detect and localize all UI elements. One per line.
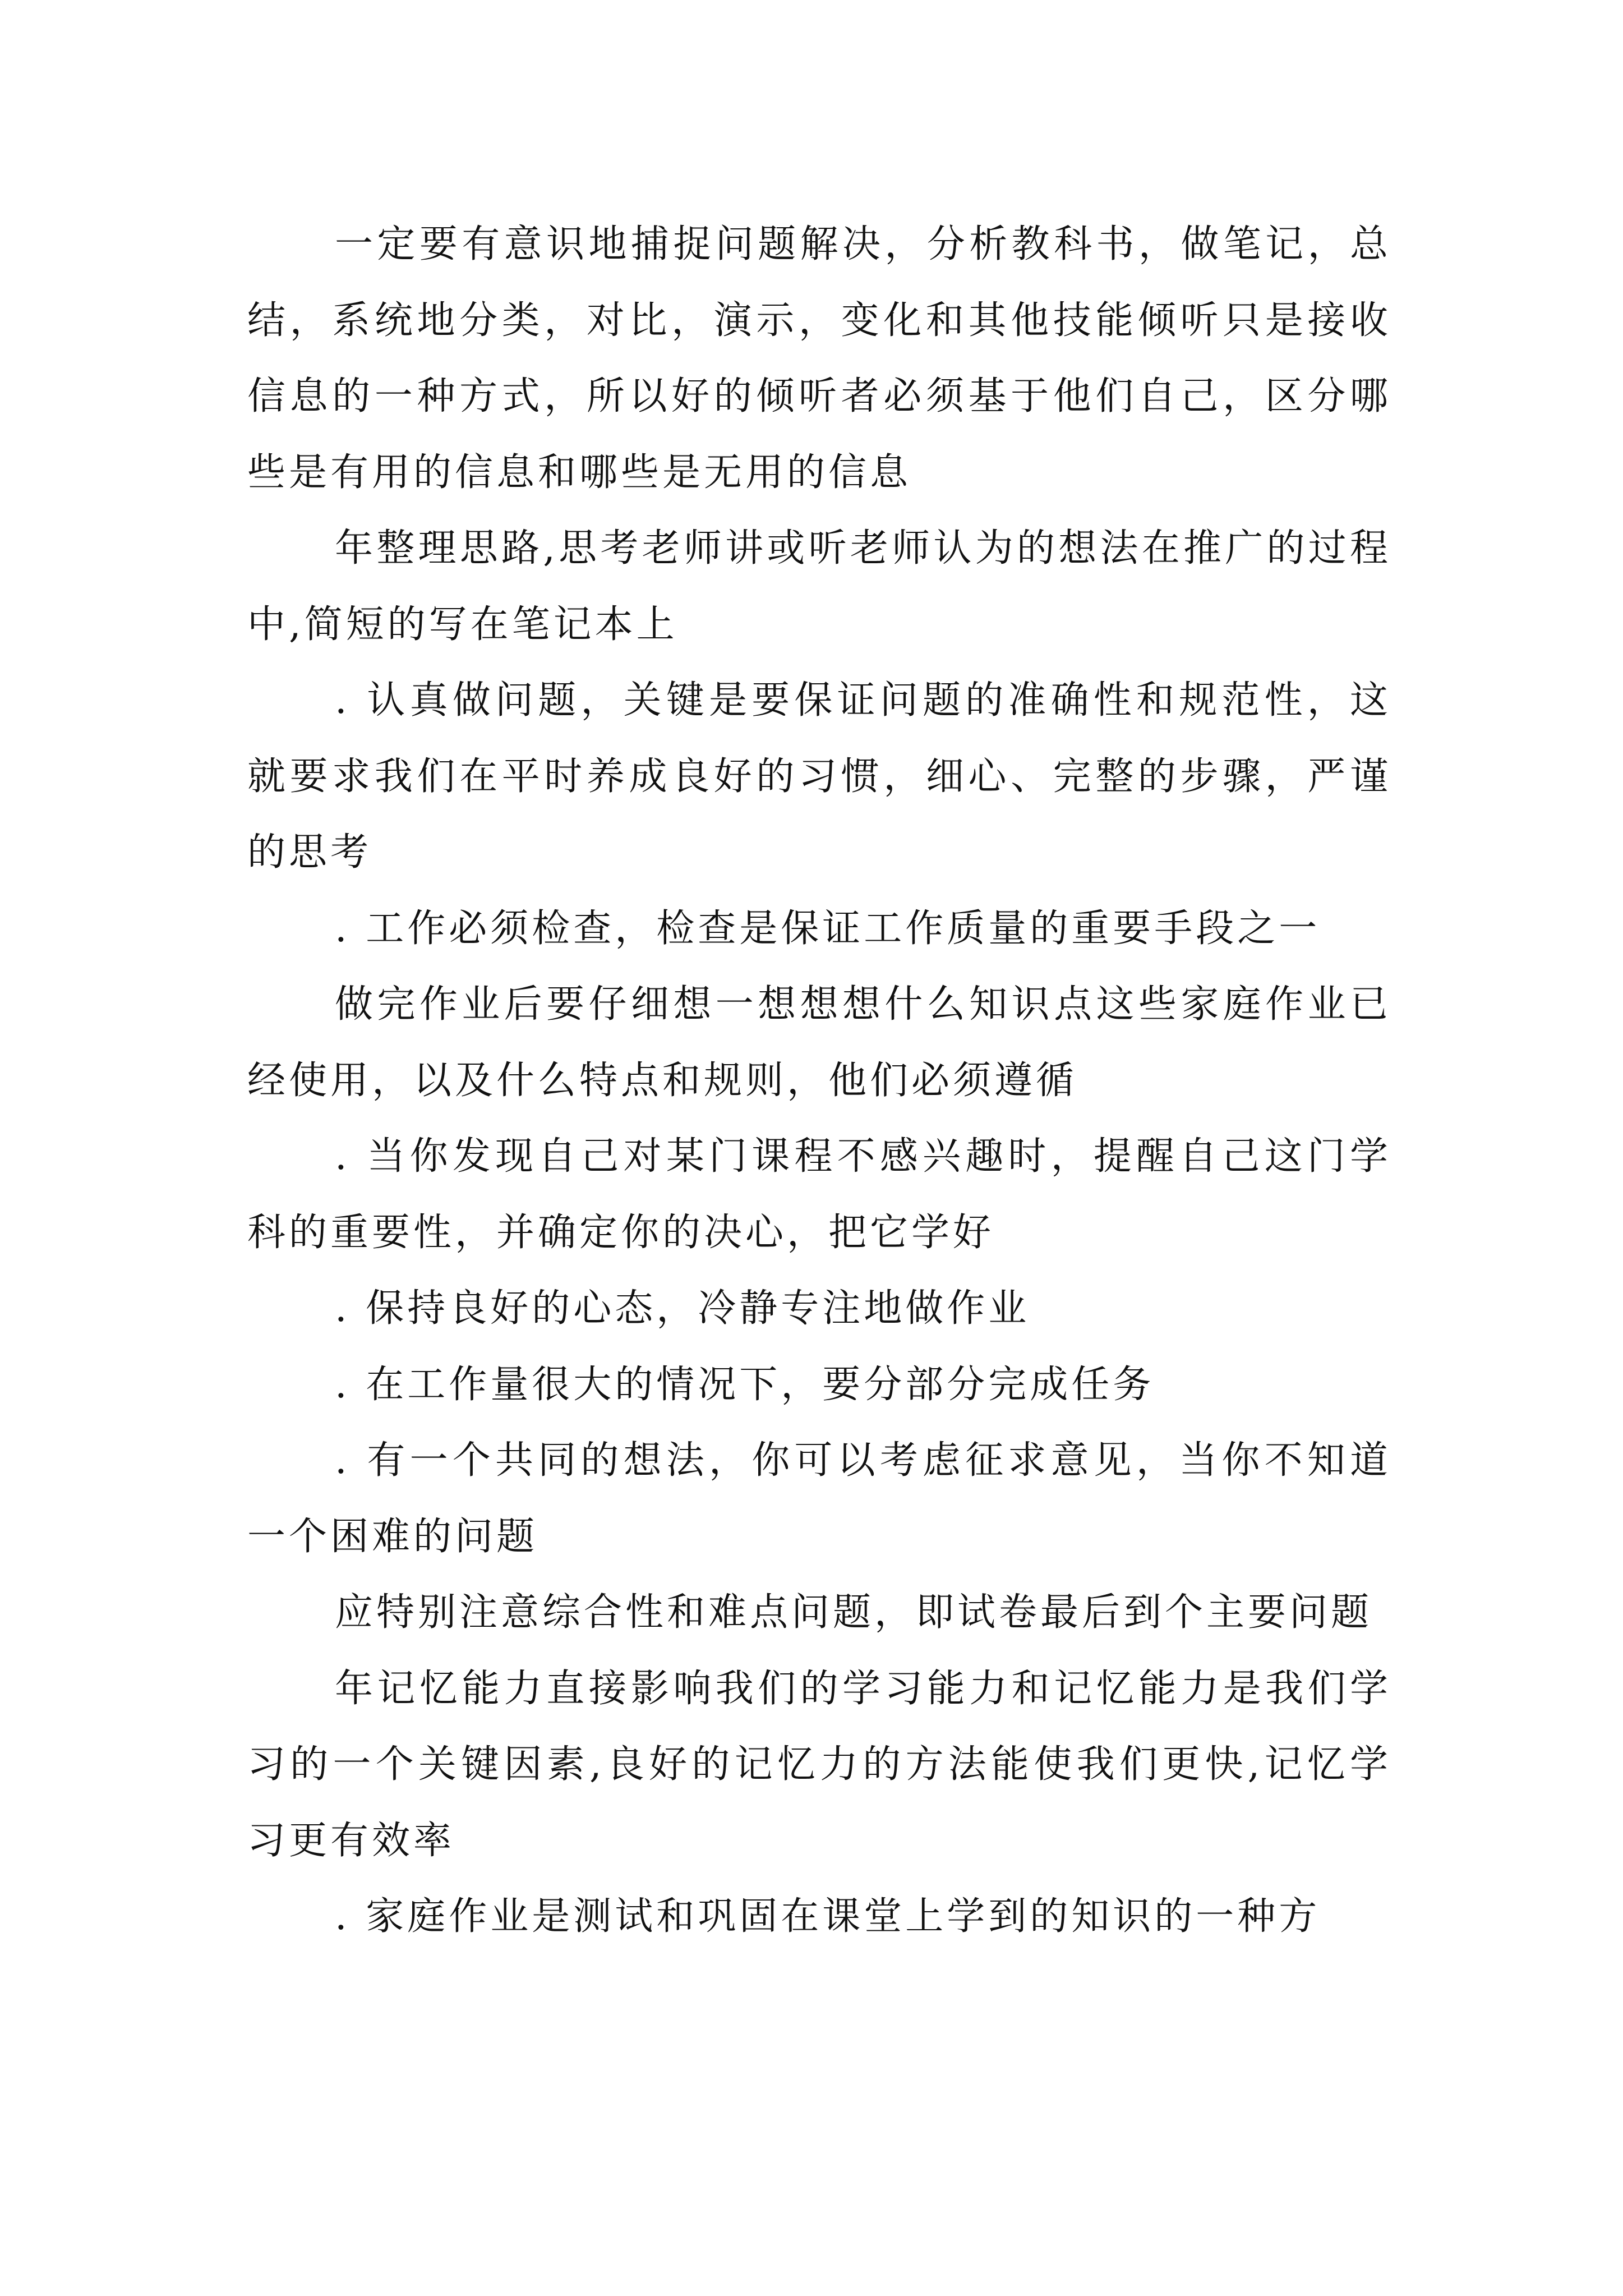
paragraph-5: 做完作业后要仔细想一想想想什么知识点这些家庭作业已经使用，以及什么特点和规则，他们必须遵循 xyxy=(247,982,1391,1103)
paragraph-8: . 在工作量很大的情况下，要分部分完成任务 xyxy=(335,1362,1155,1407)
document-body xyxy=(247,206,1391,1955)
paragraph-4: . 工作必须检查，检查是保证工作质量的重要手段之一 xyxy=(335,906,1321,951)
paragraph-1: 一定要有意识地捕捉问题解决，分析教科书，做笔记，总结，系统地分类，对比，演示，变化和其他技能倾听只是接收信息的一种方式，所以好的倾听者必须基于他们自己，区分哪些是有用的信息和哪些是无用的信息 xyxy=(247,222,1391,495)
paragraph-3: . 认真做问题，关键是要保证问题的准确性和规范性，这就要求我们在平时养成良好的习惯，细心、完整的步骤，严谨的思考 xyxy=(247,678,1391,875)
paragraph-11: 年记忆能力直接影响我们的学习能力和记忆能力是我们学习的一个关键因素,良好的记忆力的方法能使我们更快,记忆学习更有效率 xyxy=(247,1666,1391,1863)
paragraph-2: 年整理思路,思考老师讲或听老师认为的想法在推广的过程中,简短的写在笔记本上 xyxy=(247,526,1391,647)
paragraph-10: 应特别注意综合性和难点问题，即试卷最后到个主要问题 xyxy=(335,1590,1373,1635)
paragraph-12: . 家庭作业是测试和巩固在课堂上学到的知识的一种方 xyxy=(335,1894,1321,1939)
paragraph-7: . 保持良好的心态，冷静专注地做作业 xyxy=(335,1286,1030,1331)
paragraph-6: . 当你发现自己对某门课程不感兴趣时，提醒自己这门学科的重要性，并确定你的决心，把它学好 xyxy=(247,1134,1391,1255)
paragraph-9: . 有一个共同的想法，你可以考虑征求意见，当你不知道一个困难的问题 xyxy=(247,1438,1391,1559)
